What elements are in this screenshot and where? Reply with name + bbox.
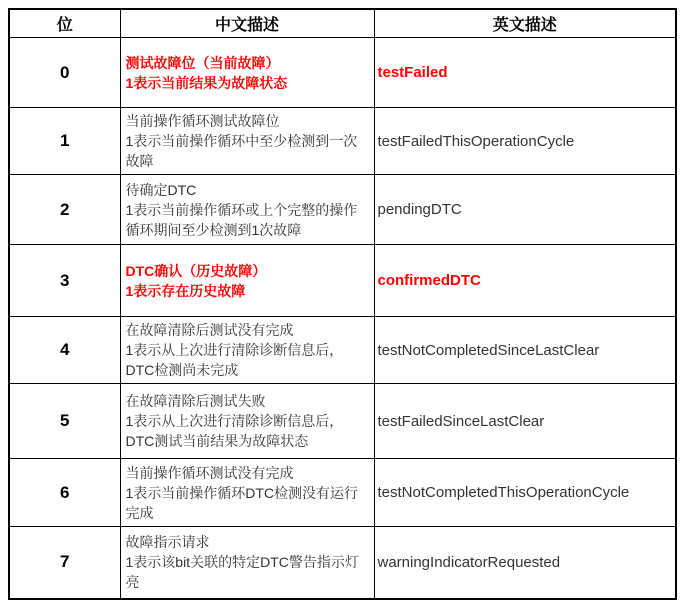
en-desc-cell: testFailed: [374, 38, 676, 108]
header-row: [9, 9, 676, 38]
cn-desc-detail: 1表示当前操作循环中至少检测到一次故障: [125, 133, 358, 169]
cn-desc-title: 在故障清除后测试失败: [125, 393, 266, 409]
cn-desc-cell: [120, 527, 374, 599]
table-row-bit-7: [9, 527, 676, 599]
bit-cell: 0: [9, 38, 120, 108]
en-desc-cell: confirmedDTC: [374, 245, 676, 317]
header-bit: 位: [9, 9, 120, 38]
cn-desc-detail: 1表示从上次进行清除诊断信息后，DTC测试当前结果为故障状态: [125, 413, 344, 449]
en-desc-cell: testFailedSinceLastClear: [374, 384, 676, 459]
bit-cell: 3: [9, 245, 120, 317]
en-desc-cell: testFailedThisOperationCycle: [374, 108, 676, 175]
bit-cell: 4: [9, 317, 120, 384]
en-desc-cell: pendingDTC: [374, 175, 676, 245]
cn-desc-title: 待确定DTC: [125, 181, 197, 198]
bit-cell: 2: [9, 175, 120, 245]
table-row-bit-4: [9, 317, 676, 384]
dtc-status-bit-table: [8, 8, 677, 600]
bit-cell: 6: [9, 459, 120, 527]
table-row-bit-1: [9, 108, 676, 175]
cn-desc-detail: 1表示该bit关联的特定DTC警告指示灯亮: [125, 554, 359, 591]
bit-cell: 7: [9, 527, 120, 599]
cn-desc-cell: [120, 108, 374, 175]
cn-desc-detail: 1表示当前结果为故障状态: [125, 74, 288, 91]
cn-desc-title: DTC确认（历史故障）: [125, 262, 267, 279]
cn-desc-title: 测试故障位（当前故障）: [125, 54, 280, 71]
en-desc-cell: testNotCompletedThisOperationCycle: [374, 459, 676, 527]
cn-desc-cell: [120, 384, 374, 459]
cn-desc-cell: [120, 175, 374, 245]
bit-cell: 1: [9, 108, 120, 175]
table-row-bit-3: [9, 245, 676, 317]
table-row-bit-6: [9, 459, 676, 527]
cn-desc-detail: 1表示当前操作循环DTC检测没有运行完成: [125, 484, 359, 521]
cn-desc-cell: [120, 245, 374, 317]
cn-desc-cell: [120, 459, 374, 527]
cn-desc-title: 故障指示请求: [125, 534, 210, 551]
en-desc-cell: testNotCompletedSinceLastClear: [374, 317, 676, 384]
cn-desc-title: 当前操作循环测试没有完成: [125, 464, 294, 481]
header-cn-description: 中文描述: [120, 9, 374, 38]
table-row-bit-0: [9, 38, 676, 108]
en-desc-cell: warningIndicatorRequested: [374, 527, 676, 599]
cn-desc-title: 在故障清除后测试没有完成: [125, 322, 294, 338]
cn-desc-detail: 1表示存在历史故障: [125, 282, 246, 299]
cn-desc-cell: [120, 317, 374, 384]
cn-desc-title: 当前操作循环测试故障位: [125, 113, 280, 129]
header-en-description: 英文描述: [374, 9, 676, 38]
table-row-bit-2: [9, 175, 676, 245]
cn-desc-detail: 1表示当前操作循环或上个完整的操作循环期间至少检测到1次故障: [125, 201, 358, 238]
bit-cell: 5: [9, 384, 120, 459]
cn-desc-detail: 1表示从上次进行清除诊断信息后，DTC检测尚未完成: [125, 342, 344, 378]
cn-desc-cell: [120, 38, 374, 108]
table-row-bit-5: [9, 384, 676, 459]
